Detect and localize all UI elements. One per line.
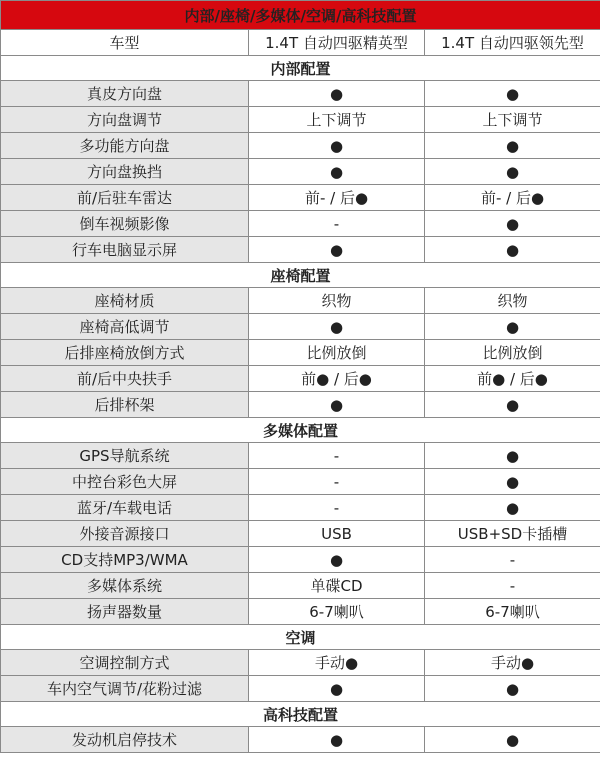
feature-label: 行车电脑显示屏 bbox=[1, 237, 249, 263]
value-model-2: ● bbox=[425, 314, 600, 340]
value-model-2: ● bbox=[425, 159, 600, 185]
section-row bbox=[1, 418, 600, 443]
feature-label: 扬声器数量 bbox=[1, 599, 249, 625]
section-heading: 空调 bbox=[1, 625, 600, 650]
value-model-1: ● bbox=[249, 81, 425, 107]
feature-label: 外接音源接口 bbox=[1, 521, 249, 547]
value-model-2: - bbox=[425, 547, 600, 573]
section-row bbox=[1, 625, 600, 650]
feature-label: 座椅高低调节 bbox=[1, 314, 249, 340]
value-model-1: 6-7喇叭 bbox=[249, 599, 425, 625]
table-row bbox=[1, 314, 600, 340]
table-title: 内部/座椅/多媒体/空调/高科技配置 bbox=[1, 1, 600, 30]
feature-label: 车内空气调节/花粉过滤 bbox=[1, 676, 249, 702]
feature-label: 蓝牙/车载电话 bbox=[1, 495, 249, 521]
feature-label: 后排座椅放倒方式 bbox=[1, 340, 249, 366]
feature-label: 多功能方向盘 bbox=[1, 133, 249, 159]
table-row bbox=[1, 676, 600, 702]
value-model-1: 前- / 后● bbox=[249, 185, 425, 211]
value-model-2: ● bbox=[425, 676, 600, 702]
value-model-1: ● bbox=[249, 676, 425, 702]
value-model-1: 单碟CD bbox=[249, 573, 425, 599]
value-model-2: 织物 bbox=[425, 288, 600, 314]
feature-label: 空调控制方式 bbox=[1, 650, 249, 676]
value-model-2: ● bbox=[425, 133, 600, 159]
header-model-1: 1.4T 自动四驱精英型 bbox=[249, 30, 425, 56]
value-model-1: ● bbox=[249, 392, 425, 418]
feature-label: 真皮方向盘 bbox=[1, 81, 249, 107]
section-row bbox=[1, 702, 600, 727]
table-row bbox=[1, 547, 600, 573]
value-model-1: - bbox=[249, 469, 425, 495]
value-model-1: 手动● bbox=[249, 650, 425, 676]
value-model-2: ● bbox=[425, 237, 600, 263]
table-row bbox=[1, 159, 600, 185]
table-row bbox=[1, 237, 600, 263]
value-model-2: 比例放倒 bbox=[425, 340, 600, 366]
table-row bbox=[1, 288, 600, 314]
value-model-1: ● bbox=[249, 547, 425, 573]
table-row bbox=[1, 521, 600, 547]
table-row bbox=[1, 573, 600, 599]
value-model-1: - bbox=[249, 211, 425, 237]
table-row bbox=[1, 133, 600, 159]
feature-label: CD支持MP3/WMA bbox=[1, 547, 249, 573]
value-model-1: - bbox=[249, 495, 425, 521]
value-model-1: 上下调节 bbox=[249, 107, 425, 133]
value-model-2: ● bbox=[425, 392, 600, 418]
value-model-1: 比例放倒 bbox=[249, 340, 425, 366]
table-row bbox=[1, 185, 600, 211]
value-model-2: ● bbox=[425, 211, 600, 237]
table-row bbox=[1, 340, 600, 366]
value-model-1: ● bbox=[249, 133, 425, 159]
header-label: 车型 bbox=[1, 30, 249, 56]
value-model-1: ● bbox=[249, 237, 425, 263]
feature-label: 多媒体系统 bbox=[1, 573, 249, 599]
spec-table-body bbox=[1, 1, 600, 753]
feature-label: 后排杯架 bbox=[1, 392, 249, 418]
table-row bbox=[1, 599, 600, 625]
feature-label: 中控台彩色大屏 bbox=[1, 469, 249, 495]
feature-label: 发动机启停技术 bbox=[1, 727, 249, 753]
table-row bbox=[1, 495, 600, 521]
value-model-2: USB+SD卡插槽 bbox=[425, 521, 600, 547]
section-heading: 高科技配置 bbox=[1, 702, 600, 727]
value-model-2: ● bbox=[425, 81, 600, 107]
table-row bbox=[1, 392, 600, 418]
value-model-1: ● bbox=[249, 314, 425, 340]
value-model-2: ● bbox=[425, 469, 600, 495]
feature-label: 座椅材质 bbox=[1, 288, 249, 314]
table-row bbox=[1, 107, 600, 133]
table-row bbox=[1, 469, 600, 495]
value-model-1: 织物 bbox=[249, 288, 425, 314]
value-model-1: 前● / 后● bbox=[249, 366, 425, 392]
value-model-1: USB bbox=[249, 521, 425, 547]
value-model-2: 6-7喇叭 bbox=[425, 599, 600, 625]
value-model-2: - bbox=[425, 573, 600, 599]
feature-label: GPS导航系统 bbox=[1, 443, 249, 469]
table-row bbox=[1, 211, 600, 237]
section-heading: 多媒体配置 bbox=[1, 418, 600, 443]
table-row bbox=[1, 443, 600, 469]
value-model-2: 前● / 后● bbox=[425, 366, 600, 392]
section-row bbox=[1, 263, 600, 288]
feature-label: 前/后中央扶手 bbox=[1, 366, 249, 392]
feature-label: 前/后驻车雷达 bbox=[1, 185, 249, 211]
value-model-2: ● bbox=[425, 495, 600, 521]
feature-label: 方向盘换挡 bbox=[1, 159, 249, 185]
section-heading: 内部配置 bbox=[1, 56, 600, 81]
section-row bbox=[1, 56, 600, 81]
value-model-1: - bbox=[249, 443, 425, 469]
value-model-1: ● bbox=[249, 159, 425, 185]
table-row bbox=[1, 727, 600, 753]
value-model-2: 上下调节 bbox=[425, 107, 600, 133]
value-model-2: ● bbox=[425, 727, 600, 753]
value-model-1: ● bbox=[249, 727, 425, 753]
table-row bbox=[1, 650, 600, 676]
feature-label: 方向盘调节 bbox=[1, 107, 249, 133]
value-model-2: ● bbox=[425, 443, 600, 469]
table-row bbox=[1, 366, 600, 392]
value-model-2: 前- / 后● bbox=[425, 185, 600, 211]
header-row bbox=[1, 30, 600, 56]
title-row bbox=[1, 1, 600, 30]
section-heading: 座椅配置 bbox=[1, 263, 600, 288]
value-model-2: 手动● bbox=[425, 650, 600, 676]
header-model-2: 1.4T 自动四驱领先型 bbox=[425, 30, 600, 56]
table-row bbox=[1, 81, 600, 107]
feature-label: 倒车视频影像 bbox=[1, 211, 249, 237]
